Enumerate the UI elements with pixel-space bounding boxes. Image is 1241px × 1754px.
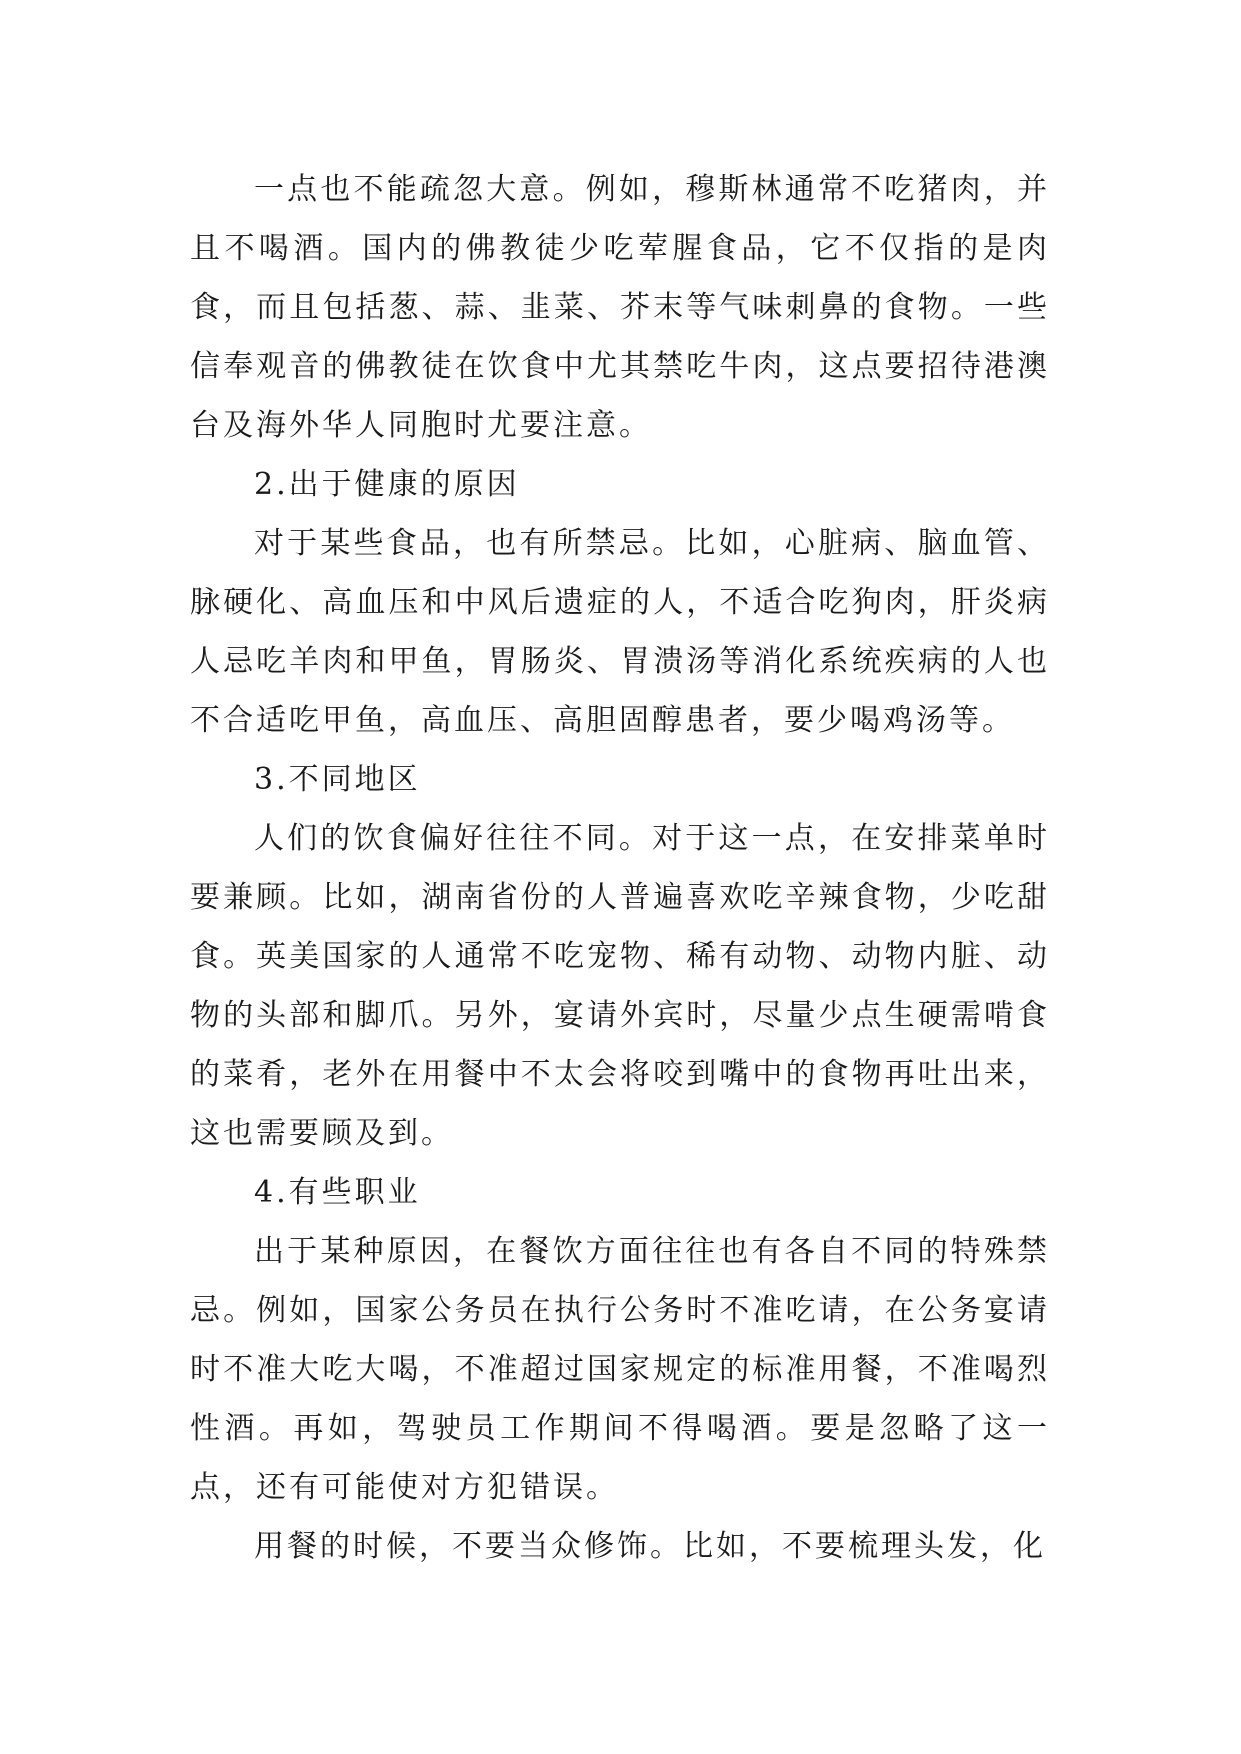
paragraph: 一点也不能疏忽大意。例如，穆斯林通常不吃猪肉，并且不喝酒。国内的佛教徒少吃荤腥食品，它不仅指的是肉食，而且包括葱、蒜、韭菜、芥末等气味刺鼻的食物。一些信奉观音的佛教徒在饮食中尤其禁吃牛肉，这点要招待港澳台及海外华人同胞时尤要注意。 [190, 172, 1050, 443]
paragraph: 出于某种原因，在餐饮方面往往也有各自不同的特殊禁忌。例如，国家公务员在执行公务时不准吃请，在公务宴请时不准大吃大喝，不准超过国家规定的标准用餐，不准喝烈性酒。再如，驾驶员工作期间不得喝酒。要是忽略了这一点，还有可能使对方犯错误。 [190, 1234, 1050, 1505]
section-heading: 3.不同地区 [254, 762, 421, 797]
paragraph: 人们的饮食偏好往往不同。对于这一点，在安排菜单时要兼顾。比如，湖南省份的人普遍喜欢吃辛辣食物，少吃甜食。英美国家的人通常不吃宠物、稀有动物、动物内脏、动物的头部和脚爪。另外，宴请外宾时，尽量少点生硬需啃食的菜肴，老外在用餐中不太会将咬到嘴中的食物再吐出来，这也需要顾及到。 [190, 821, 1050, 1151]
document-body [190, 160, 1050, 1576]
section-heading: 2.出于健康的原因 [254, 467, 520, 502]
paragraph: 用餐的时候，不要当众修饰。比如，不要梳理头发，化 [254, 1529, 1046, 1564]
paragraph: 对于某些食品，也有所禁忌。比如，心脏病、脑血管、脉硬化、高血压和中风后遗症的人，不适合吃狗肉，肝炎病人忌吃羊肉和甲鱼，胃肠炎、胃溃汤等消化系统疾病的人也不合适吃甲鱼，高血压、高胆固醇患者，要少喝鸡汤等。 [190, 526, 1050, 738]
section-heading: 4.有些职业 [254, 1175, 421, 1210]
